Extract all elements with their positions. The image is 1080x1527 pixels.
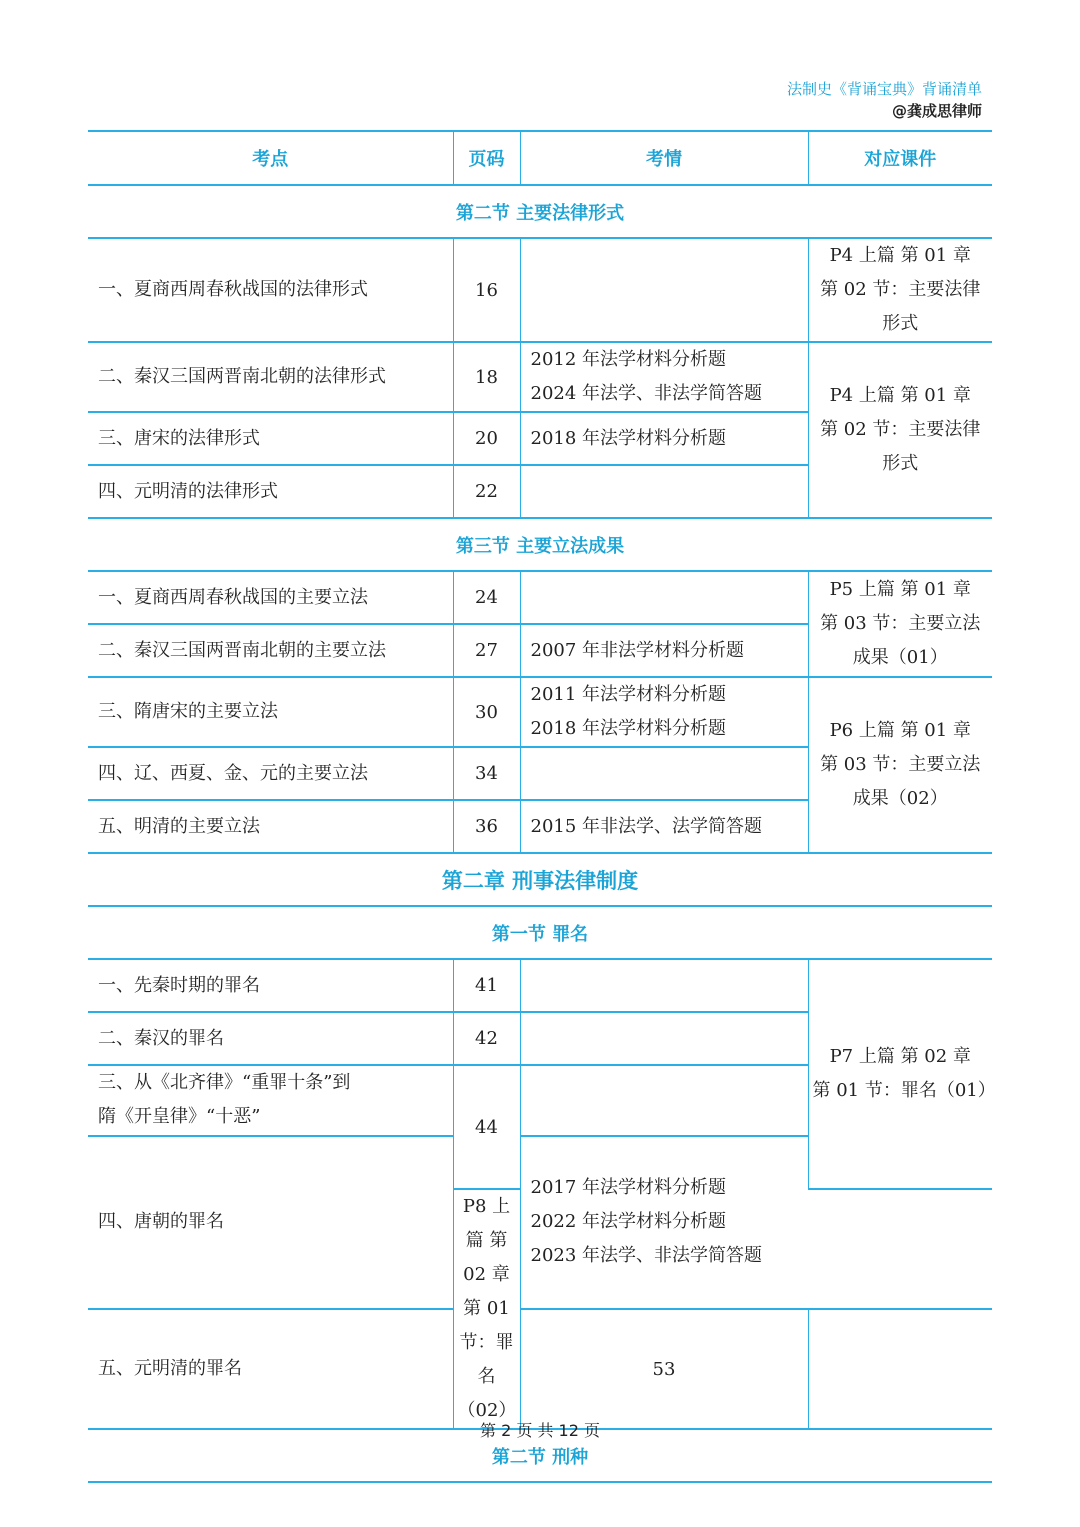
section-title: 第三节 主要立法成果 — [88, 518, 992, 571]
table-row — [88, 342, 992, 412]
exam-cell: 2011 年法学材料分析题 2018 年法学材料分析题 — [520, 677, 808, 747]
course-cell: P7 上篇 第 02 章 第 01 节：罪名（01） — [808, 959, 992, 1189]
topic-cell: 四、唐朝的罪名 — [88, 1136, 453, 1310]
table-row — [88, 571, 992, 624]
section-row — [88, 906, 992, 959]
author-handle: @龚成思律师 — [891, 102, 982, 120]
topic-cell: 二、秦汉三国两晋南北朝的主要立法 — [88, 624, 453, 677]
page-cell: 22 — [453, 465, 520, 518]
exam-cell — [520, 747, 808, 800]
course-cell: P5 上篇 第 01 章 第 03 节：主要立法 成果（01） — [808, 571, 992, 677]
table-row — [88, 1309, 992, 1429]
current-page-number: 2 — [501, 1421, 512, 1440]
topic-cell: 四、辽、西夏、金、元的主要立法 — [88, 747, 453, 800]
section-row — [88, 518, 992, 571]
topic-cell: 三、从《北齐律》“重罪十条”到 隋《开皇律》“十恶” — [88, 1065, 453, 1136]
page-cell: 20 — [453, 412, 520, 465]
topic-cell: 一、夏商西周春秋战国的法律形式 — [88, 238, 453, 342]
page-cell: 41 — [453, 959, 520, 1012]
exam-cell — [520, 959, 808, 1012]
table-header-row — [88, 131, 992, 185]
section-title: 第一节 罪名 — [88, 906, 992, 959]
chapter-row — [88, 853, 992, 906]
exam-cell — [520, 1012, 808, 1065]
col-header-page: 页码 — [453, 131, 520, 185]
page-cell: 53 — [520, 1309, 808, 1429]
page-cell: 34 — [453, 747, 520, 800]
exam-cell — [520, 465, 808, 518]
page-cell: 44 — [453, 1065, 520, 1189]
topic-cell: 四、元明清的法律形式 — [88, 465, 453, 518]
exam-cell — [520, 238, 808, 342]
course-cell: P6 上篇 第 01 章 第 03 节：主要立法 成果（02） — [808, 677, 992, 853]
exam-cell: 2007 年非法学材料分析题 — [520, 624, 808, 677]
col-header-topic: 考点 — [88, 131, 453, 185]
topic-cell: 五、明清的主要立法 — [88, 800, 453, 853]
topic-cell: 五、元明清的罪名 — [88, 1309, 453, 1429]
course-cell: P8 上篇 第 02 章 第 01 节：罪名（02） — [453, 1189, 520, 1429]
chapter-title: 第二章 刑事法律制度 — [88, 853, 992, 906]
topic-cell: 二、秦汉三国两晋南北朝的法律形式 — [88, 342, 453, 412]
exam-cell — [520, 571, 808, 624]
page-cell: 42 — [453, 1012, 520, 1065]
table-row — [88, 238, 992, 342]
section-row — [88, 185, 992, 238]
exam-cell: 2012 年法学材料分析题 2024 年法学、非法学简答题 — [520, 342, 808, 412]
section-title: 第二节 主要法律形式 — [88, 185, 992, 238]
topic-cell: 二、秦汉的罪名 — [88, 1012, 453, 1065]
col-header-exam: 考情 — [520, 131, 808, 185]
document-title: 法制史《背诵宝典》背诵清单 — [786, 80, 982, 98]
topic-cell: 一、先秦时期的罪名 — [88, 959, 453, 1012]
memorization-table — [88, 130, 996, 1483]
course-cell: P4 上篇 第 01 章 第 02 节：主要法律 形式 — [808, 342, 992, 518]
page-cell: 18 — [453, 342, 520, 412]
exam-cell: 2017 年法学材料分析题 2022 年法学材料分析题 2023 年法学、非法学简答题 — [520, 1136, 808, 1310]
topic-cell: 一、夏商西周春秋战国的主要立法 — [88, 571, 453, 624]
page-cell: 16 — [453, 238, 520, 342]
page-cell: 27 — [453, 624, 520, 677]
topic-cell: 三、唐宋的法律形式 — [88, 412, 453, 465]
total-page-number: 12 — [558, 1421, 579, 1440]
page-cell: 30 — [453, 677, 520, 747]
page-footer: 第 2 页 共 12 页 — [479, 1421, 601, 1440]
course-cell: P4 上篇 第 01 章 第 02 节：主要法律 形式 — [808, 238, 992, 342]
table-row — [88, 959, 992, 1012]
table-row — [88, 677, 992, 747]
col-header-course: 对应课件 — [808, 131, 992, 185]
page-cell: 36 — [453, 800, 520, 853]
exam-cell: 2015 年非法学、法学简答题 — [520, 800, 808, 853]
section-title: 第二节 刑种 — [88, 1429, 992, 1482]
exam-cell — [520, 1065, 808, 1136]
exam-cell — [808, 1309, 992, 1429]
page-cell: 24 — [453, 571, 520, 624]
exam-cell: 2018 年法学材料分析题 — [520, 412, 808, 465]
topic-cell: 三、隋唐宋的主要立法 — [88, 677, 453, 747]
